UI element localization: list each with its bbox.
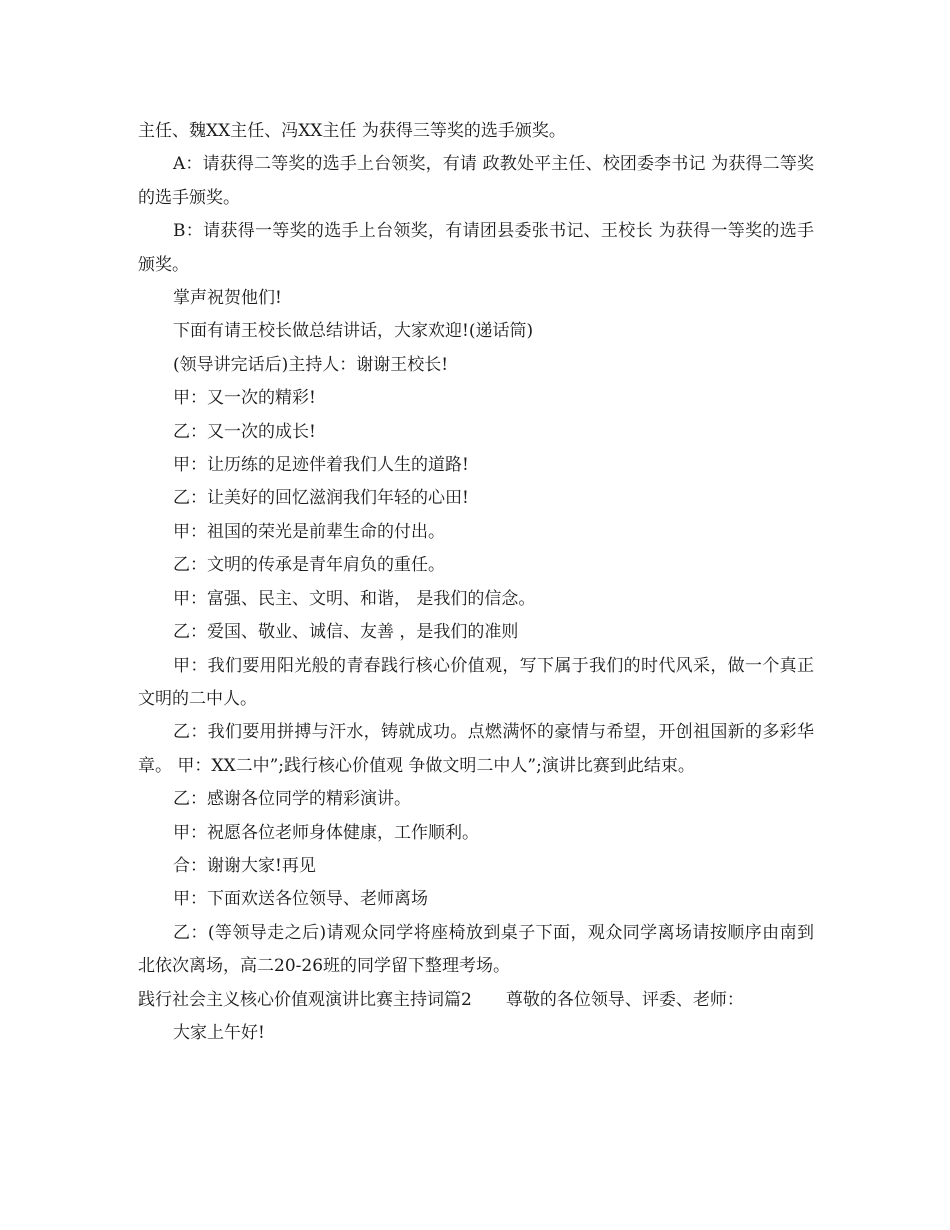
paragraph: 甲：祖国的荣光是前辈生命的付出。 xyxy=(173,521,445,542)
paragraph: 甲：又一次的精彩! xyxy=(173,388,316,409)
paragraph: 掌声祝贺他们! xyxy=(173,288,282,309)
paragraph: 主任、魏XX主任、冯XX主任 为获得三等奖的选手颁奖。 xyxy=(138,121,566,141)
paragraph: 乙：(等领导走之后)请观众同学将座椅放到桌子下面，观众同学离场请按顺序由南到北依次离场，高二20-26班的同学留下整理考场。 xyxy=(138,922,814,977)
paragraph: 乙：让美好的回忆滋润我们年轻的心田! xyxy=(173,488,469,509)
paragraph: 甲：富强、民主、文明、和谐， 是我们的信念。 xyxy=(173,588,536,609)
paragraph: 甲：祝愿各位老师身体健康，工作顺利。 xyxy=(173,822,479,843)
paragraph: 乙：爱国、敬业、诚信、友善 ，是我们的准则 xyxy=(173,622,519,643)
section-heading: 践行社会主义核心价值观演讲比赛主持词篇2 尊敬的各位领导、评委、老师： xyxy=(138,989,744,1010)
paragraph: 乙：又一次的成长! xyxy=(173,421,316,442)
paragraph: 甲：我们要用阳光般的青春践行核心价值观，写下属于我们的时代风采，做一个真正文明的二中人。 xyxy=(138,655,814,709)
paragraph: 大家上午好! xyxy=(173,1022,265,1043)
paragraph: 乙：我们要用拼搏与汗水，铸就成功。点燃满怀的豪情与希望，开创祖国新的多彩华章。 甲：XX二中”;践行核心价值观 争做文明二中人”;演讲比赛到此结束。 xyxy=(138,722,814,776)
paragraph: 甲：下面欢送各位领导、老师离场 xyxy=(173,889,428,910)
paragraph: 甲：让历练的足迹伴着我们人生的道路! xyxy=(173,455,469,476)
paragraph: 合：谢谢大家!再见 xyxy=(173,855,316,876)
document-body xyxy=(138,115,814,1050)
paragraph: B：请获得一等奖的选手上台领奖，有请团县委张书记、王校长 为获得一等奖的选手颁奖。 xyxy=(138,221,814,275)
paragraph: A：请获得二等奖的选手上台领奖，有请 政教处平主任、校团委李书记 为获得二等奖的选手颁奖。 xyxy=(138,154,814,208)
paragraph: 乙：文明的传承是青年肩负的重任。 xyxy=(173,555,445,576)
paragraph: 下面有请王校长做总结讲话，大家欢迎!(递话筒) xyxy=(173,321,534,342)
paragraph: (领导讲完话后)主持人：谢谢王校长! xyxy=(173,354,449,375)
paragraph: 乙：感谢各位同学的精彩演讲。 xyxy=(173,789,411,810)
